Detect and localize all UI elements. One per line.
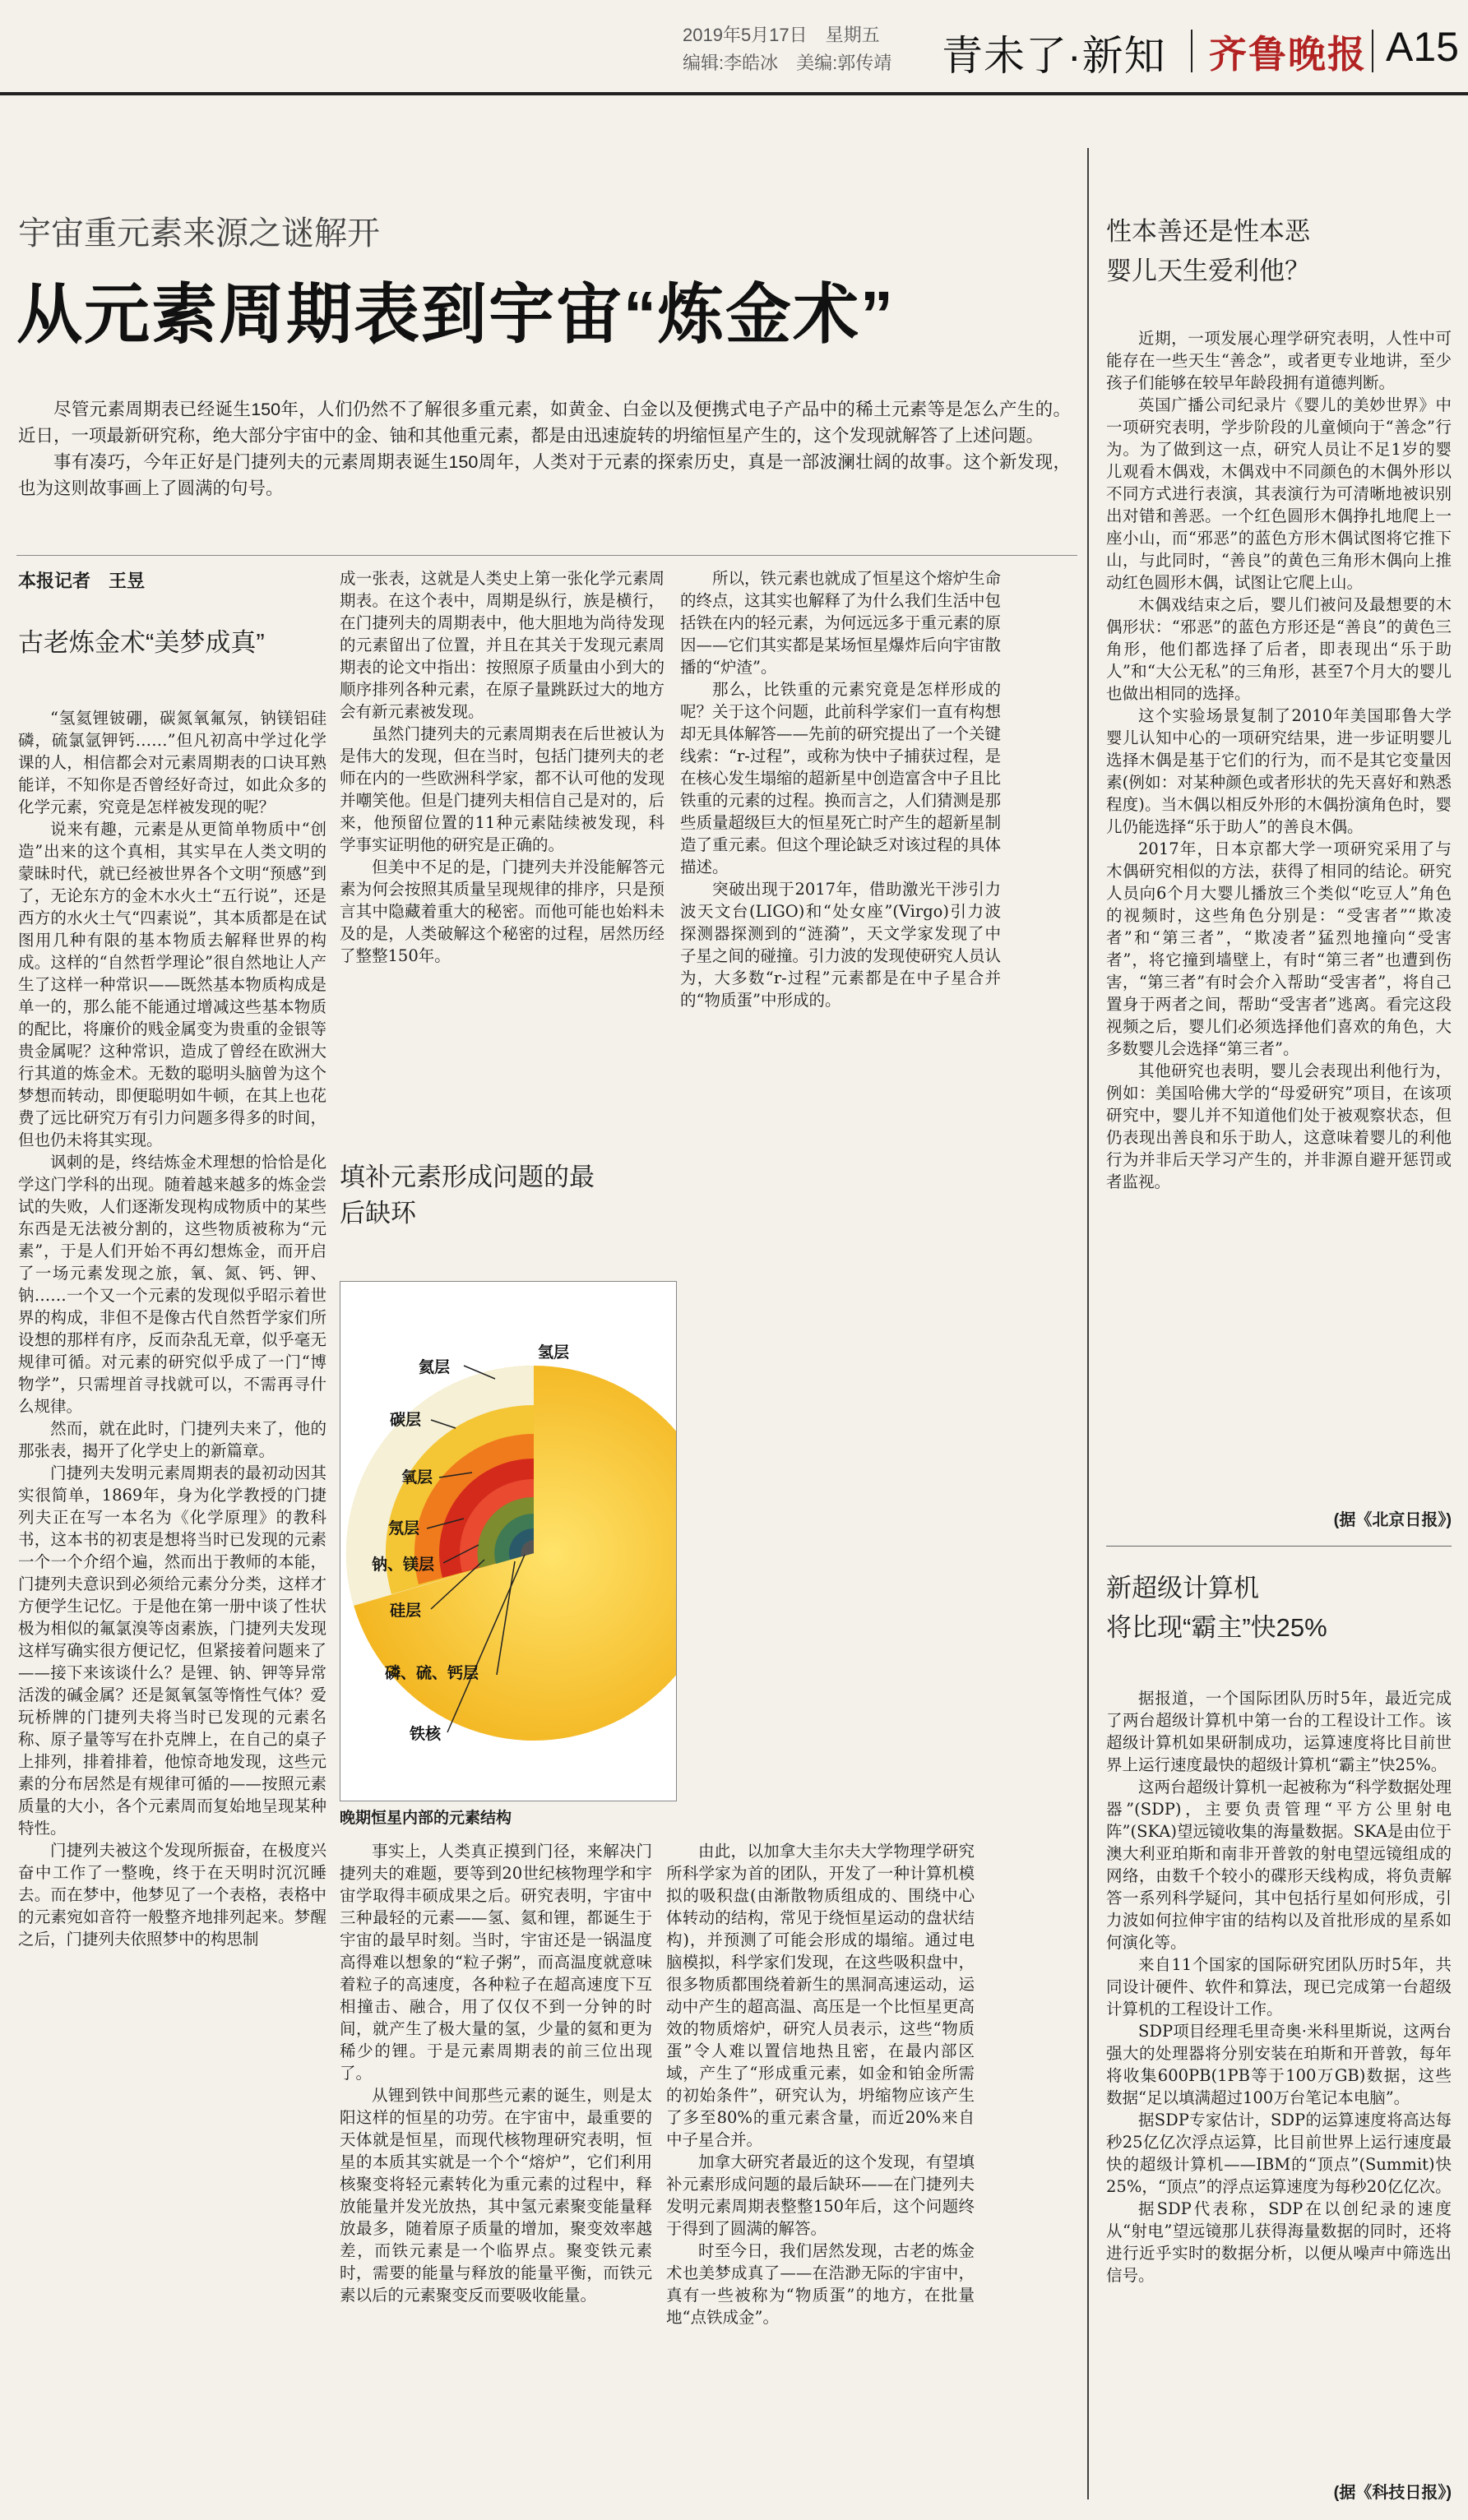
label-oxygen: 氧层 (401, 1469, 433, 1487)
label-neon: 氖层 (388, 1520, 420, 1537)
article-column-3 (680, 567, 1001, 1274)
story-lead (18, 396, 1071, 502)
paragraph: 这两台超级计算机一起被称为“科学数据处理器”(SDP)，主要负责管理“平方公里射电阵”(SKA)望远镜收集的海量数据。SKA是由位于澳大利亚珀斯和南非开普敦的射电望远镜组成的网络，由数千个较小的碟形天线构成，将负责解答一系列科学疑问，其中包括行星如何形成，引力波如何拉伸宇宙的结构以及首批形成的星系如何演化等。 (1106, 1778, 1452, 1952)
title-line: 新超级计算机 (1106, 1574, 1259, 1602)
editors-credit: 编辑:李皓冰 美编:郭传靖 (683, 53, 892, 73)
newspaper-logo: 齐鲁晚报 (1209, 32, 1367, 76)
paragraph: 然而，就在此时，门捷列夫来了，他的那张表，揭开了化学史上的新篇章。 (18, 1419, 326, 1460)
story-kicker: 宇宙重元素来源之谜解开 (18, 215, 380, 252)
label-sodium-magnesium: 钠、镁层 (372, 1556, 435, 1574)
lead-paragraph: 尽管元素周期表已经诞生150年，人们仍然不了解很多重元素，如黄金、白金以及便携式电子产品中的稀土元素等是怎么产生的。近日，一项最新研究称，绝大部分宇宙中的金、铀和其他重元素，都是由迅速旋转的坍缩恒星产生的，这个发现就解答了上述问题。 (18, 400, 1071, 446)
paragraph: 据报道，一个国际团队历时5年，最近完成了两台超级计算机中第一台的工程设计工作。该超级计算机如果研制成功，运算速度将比目前世界上运行速度最快的超级计算机“霸主”快25%。 (1106, 1689, 1452, 1774)
article-column-4 (340, 1840, 652, 2506)
label-silicon: 硅层 (390, 1602, 422, 1620)
paragraph: 门捷列夫发明元素周期表的最初动因其实很简单，1869年，身为化学教授的门捷列夫正在写一本名为《化学原理》的教科书，这本书的初衷是想将当时已发现的元素一个一个介绍个遍，然而出于教师的本能，门捷列夫意识到必须给元素分分类，这样才方便学生记忆。于是他在第一册中谈了性状极为相似的氟氯溴等卤素族，门捷列夫发现这样写确实很方便记忆，但紧接着问题来了——接下来该谈什么？是锂、钠、钾等异常活泼的碱金属？还是氮氧氢等惰性气体？爱玩桥牌的门捷列夫将当时已发现的元素名称、原子量等写在扑克牌上，在自己的桌子上排列，排着排着，他惊奇地发现，这些元素的分布居然是有规律可循的——按照元素质量的大小，各个元素周而复始地呈现某种特性。 (18, 1463, 326, 1838)
paragraph: SDP项目经理毛里奇奥·米科里斯说，这两台强大的处理器将分别安装在珀斯和开普敦，每年将收集600PB(1PB等于100万GB)数据，这些数据“足以填满超过100万台笔记本电脑”。 (1106, 2022, 1452, 2107)
masthead-divider (1372, 30, 1373, 72)
sidebar-story-1-body (1106, 327, 1452, 1503)
sidebar-story-1-title (1106, 212, 1310, 291)
paragraph: 突破出现于2017年，借助激光干涉引力波天文台(LIGO)和“处女座”(Virgo)引力波探测器探测到的“涟漪”，天文学家发现了中子星之间的碰撞。引力波的发现使研究人员认为，大多数“r-过程”元素都是在中子星合并的“物质蛋”中形成的。 (680, 880, 1001, 1010)
paragraph: 近期，一项发展心理学研究表明，人性中可能存在一些天生“善念”，或者更专业地讲，至少孩子们能够在较早年龄段拥有道德判断。 (1106, 329, 1452, 392)
paragraph: 事实上，人类真正摸到门径，来解决门捷列夫的难题，要等到20世纪核物理学和宇宙学取得丰硕成果之后。研究表明，宇宙中三种最轻的元素——氢、氦和锂，都诞生于宇宙的最早时刻。当时，宇宙还是一锅温度高得难以想象的“粒子粥”，而高温度就意味着粒子的高速度，各种粒子在超高速度下互相撞击、融合，用了仅仅不到一分钟的时间，就产生了极大量的氢，少量的氦和更为稀少的锂。于是元素周期表的前三位出现了。 (340, 1842, 652, 2083)
source-credit: (据《科技日报》) (1333, 2484, 1452, 2502)
paragraph: 时至今日，我们居然发现，古老的炼金术也美梦成真了——在浩渺无际的宇宙中，真有一些被称为“物质蛋”的地方，在批量地“点铁成金”。 (666, 2241, 975, 2327)
paragraph: 成一张表，这就是人类史上第一张化学元素周期表。在这个表中，周期是纵行，族是横行，在门捷列夫的周期表中，他大胆地为尚待发现的元素留出了位置，并且在其关于发现元素周期表的论文中指出：按照原子质量由小到大的顺序排列各种元素，在原子量跳跃过大的地方会有新元素被发现。 (340, 569, 665, 721)
sidebar-rule (1106, 1546, 1452, 1547)
source-credit: (据《北京日报》) (1333, 1511, 1452, 1529)
paragraph: 这个实验场景复制了2010年美国耶鲁大学婴儿认知中心的一项研究结果，进一步证明婴儿选择木偶是基于它们的行为，而不是其它变量因素(例如：对某种颜色或者形状的先天喜好和熟悉程度)。当木偶以相反外形的木偶扮演角色时，婴儿仍能选择“乐于助人”的善良木偶。 (1106, 706, 1452, 836)
label-iron-core: 铁核 (410, 1726, 442, 1743)
lead-rule (16, 555, 1077, 556)
paragraph: 据SDP专家估计，SDP的运算速度将高达每秒25亿亿次浮点运算，比目前世界上运行速度最快的超级计算机——IBM的“顶点”(Summit)快25%，“顶点”的浮点运算速度为每秒20亿亿次。 (1106, 2111, 1452, 2196)
section-title: 青未了·新知 (942, 33, 1166, 79)
label-hydrogen: 氢层 (538, 1344, 570, 1362)
masthead-divider (1191, 30, 1192, 72)
label-helium: 氦层 (419, 1359, 451, 1376)
paragraph: 英国广播公司纪录片《婴儿的美妙世界》中一项研究表明，学步阶段的儿童倾向于“善念”行为。为了做到这一点，研究人员让不足1岁的婴儿观看木偶戏，木偶戏中不同颜色的木偶外形以不同方式进行表演，其表演行为可清晰地被识别出对错和善恶。一个红色圆形木偶挣扎地爬上一座小山，而“邪恶”的蓝色方形木偶试图将它推下山，与此同时，“善良”的黄色三角形木偶向上推动红色圆形木偶，试图让它爬上山。 (1106, 395, 1452, 592)
article-column-1 (18, 707, 326, 2508)
paragraph: 据SDP代表称，SDP在以创纪录的速度从“射电”望远镜那儿获得海量数据的同时，还将进行近乎实时的数据分析，以便从噪声中筛选出信号。 (1106, 2199, 1452, 2285)
star-layers-diagram (340, 1282, 677, 1801)
paragraph: 由此，以加拿大圭尔夫大学物理学研究所科学家为首的团队，开发了一种计算机模拟的吸积盘(由渐散物质组成的、围绕中心体转动的结构，常见于绕恒星运动的盘状结构)，并预测了可能会形成的塌缩。通过电脑模拟，科学家们发现，在这些吸积盘中，很多物质都围绕着新生的黑洞高速运动，运动中产生的超高温、高压是一个比恒星更高效的物质熔炉，研究人员表示，这些“物质蛋”令人难以置信地热且密，在最内部区域，产生了“形成重元素，如金和铂金所需的初始条件”，研究认为，坍缩物应该产生了多至80%的重元素含量，而近20%来自中子星合并。 (666, 1842, 975, 2149)
issue-date: 2019年5月17日 星期五 (683, 25, 880, 45)
subhead-alchemy: 古老炼金术“美梦成真” (18, 628, 265, 657)
paragraph: 从锂到铁中间那些元素的诞生，则是太阳这样的恒星的功劳。在宇宙中，最重要的天体就是恒星，而现代核物理研究表明，恒星的本质其实就是一个个“熔炉”，它们利用核聚变将轻元素转化为重元素的过程中，释放能量并发光放热，其中氢元素聚变能量释放最多，随着原子质量的增加，聚变效率越差，而铁元素是一个临界点。聚变铁元素时，需要的能量与释放的能量平衡，而铁元素以后的元素聚变反而要吸收能量。 (340, 2086, 652, 2305)
label-carbon: 碳层 (390, 1412, 422, 1429)
article-column-2 (340, 567, 665, 1151)
title-line: 婴儿天生爱利他？ (1106, 257, 1310, 285)
paragraph: 但美中不足的是，门捷列夫并没能解答元素为何会按照其质量呈现规律的排序，只是预言其中隐藏着重大的秘密。而他可能也始料未及的是，人类破解这个秘密的过程，居然历经了整整150年。 (340, 858, 665, 965)
star-structure-figure (340, 1281, 677, 1801)
story-headline: 从元素周期表到宇宙“炼金术” (16, 278, 895, 351)
title-line: 性本善还是性本恶 (1106, 217, 1310, 246)
paragraph: 那么，比铁重的元素究竟是怎样形成的呢？关于这个问题，此前科学家们一直有构想却无具体解答——先前的研究提出了一个关键线索：“r-过程”，或称为快中子捕获过程，是在核心发生塌缩的超新星中创造富含中子且比铁重的元素的过程。换而言之，人们猜测是那些质量超级巨大的恒星死亡时产生的超新星制造了重元素。但这个理论缺乏对该过程的具体描述。 (680, 680, 1001, 876)
masthead-rule (0, 92, 1468, 95)
paragraph: 说来有趣，元素是从更简单物质中“创造”出来的这个真相，其实早在人类文明的蒙昧时代，就已经被世界各个文明“预感”到了，无论东方的金木水火土“五行说”，还是西方的水火土气“四素说”，其本质都是在试图用几种有限的基本物质去解释世界的构成。这样的“自然哲学理论”很自然地让人产生了这样一种常识——既然基本物质构成是单一的，那么能不能通过增减这些基本物质的配比，将廉价的贱金属变为贵重的金银等贵金属呢？这种常识，造成了曾经在欧洲大行其道的炼金术。无数的聪明头脑曾为这个梦想而转动，即便聪明如牛顿，在其上也花费了远比研究万有引力问题多得多的时间，但也仍未将其实现。 (18, 820, 326, 1149)
sidebar-story-2-title (1106, 1569, 1327, 1648)
paragraph: 加拿大研究者最近的这个发现，有望填补元素形成问题的最后缺环——在门捷列夫发明元素周期表整整150年后，这个问题终于得到了圆满的解答。 (666, 2152, 975, 2238)
page-number: A15 (1386, 24, 1459, 70)
sidebar-story-2-body (1106, 1687, 1452, 2472)
paragraph: 讽刺的是，终结炼金术理想的恰恰是化学这门学科的出现。随着越来越多的炼金尝试的失败，人们逐渐发现构成物质中的某些东西是无法被分割的，这些物质被称为“元素”，于是人们开始不再幻想炼金，而开启了一场元素发现之旅，氧、氮、钙、钾、钠……一个又一个元素的发现似乎昭示着世界的构成，非但不是像古代自然哲学家们所设想的那样有序，反而杂乱无章，似乎毫无规律可循。对元素的研究似乎成了一门“博物学”，只需埋首寻找就可以，不需再寻什么规律。 (18, 1153, 326, 1416)
byline: 本报记者 王昱 (18, 571, 146, 591)
paragraph: 2017年，日本京都大学一项研究采用了与木偶研究相似的方法，获得了相同的结论。研究人员向6个月大婴儿播放三个类似“吃豆人”角色的视频时，这些角色分别是：“受害者”“欺凌者”和“第三者”，“欺凌者”猛烈地撞向“受害者”，将它撞到墙壁上，有时“第三者”也遭到伤害，“第三者”有时会介入帮助“受害者”，将自己置身于两者之间，帮助“受害者”逃离。看完这段视频之后，婴儿们必须选择他们喜欢的角色，大多数婴儿会选择“第三者”。 (1106, 839, 1452, 1058)
paragraph: “氢氦锂铍硼，碳氮氧氟氖，钠镁铝硅磷，硫氯氩钾钙……”但凡初高中学过化学课的人，相信都会对元素周期表的口诀耳熟能详，不知你是否曾经好奇过，如此众多的化学元素，究竟是怎样被发现的呢？ (18, 709, 326, 816)
figure-caption: 晚期恒星内部的元素结构 (340, 1810, 512, 1827)
label-phosphorus-sulfur-calcium: 磷、硫、钙层 (385, 1665, 479, 1682)
paragraph: 其他研究也表明，婴儿会表现出利他行为，例如：美国哈佛大学的“母爱研究”项目，在该项研究中，婴儿并不知道他们处于被观察状态，但仍表现出善良和乐于助人，这意味着婴儿的利他行为并非后天学习产生的，并非源自避开惩罚或者监视。 (1106, 1061, 1452, 1191)
subhead-missing-link: 填补元素形成问题的最后缺环 (340, 1163, 595, 1228)
paragraph: 木偶戏结束之后，婴儿们被问及最想要的木偶形状：“邪恶”的蓝色方形还是“善良”的黄色三角形，他们都选择了后者，即表现出“乐于助人”和“大公无私”的三角形，甚至7个月大的婴儿也做出相同的选择。 (1106, 595, 1452, 703)
sidebar-divider (1087, 148, 1089, 2499)
title-line: 将比现“霸主”快25% (1106, 1613, 1327, 1642)
article-column-5 (666, 1840, 975, 2506)
paragraph: 来自11个国家的国际研究团队历时5年，共同设计硬件、软件和算法，现已完成第一台超级计算机的工程设计工作。 (1106, 1955, 1452, 2018)
paragraph: 虽然门捷列夫的元素周期表在后世被认为是伟大的发现，但在当时，包括门捷列夫的老师在内的一些欧洲科学家，都不认可他的发现并嘲笑他。但是门捷列夫相信自己是对的，后来，他预留位置的11种元素陆续被发现，科学事实证明他的研究是正确的。 (340, 724, 665, 854)
lead-paragraph: 事有凑巧，今年正好是门捷列夫的元素周期表诞生150周年，人类对于元素的探索历史，真是一部波澜壮阔的故事。这个新发现，也为这则故事画上了圆满的句号。 (18, 452, 1071, 498)
paragraph: 门捷列夫被这个发现所振奋，在极度兴奋中工作了一整晚，终于在天明时沉沉睡去。而在梦中，他梦见了一个表格，表格中的元素宛如音符一般整齐地排列起来。梦醒之后，门捷列夫依照梦中的构思制 (18, 1841, 326, 1949)
paragraph: 所以，铁元素也就成了恒星这个熔炉生命的终点，这其实也解释了为什么我们生活中包括铁在内的轻元素，为何远远多于重元素的原因——它们其实都是某场恒星爆炸后向宇宙散播的“炉渣”。 (680, 569, 1001, 677)
